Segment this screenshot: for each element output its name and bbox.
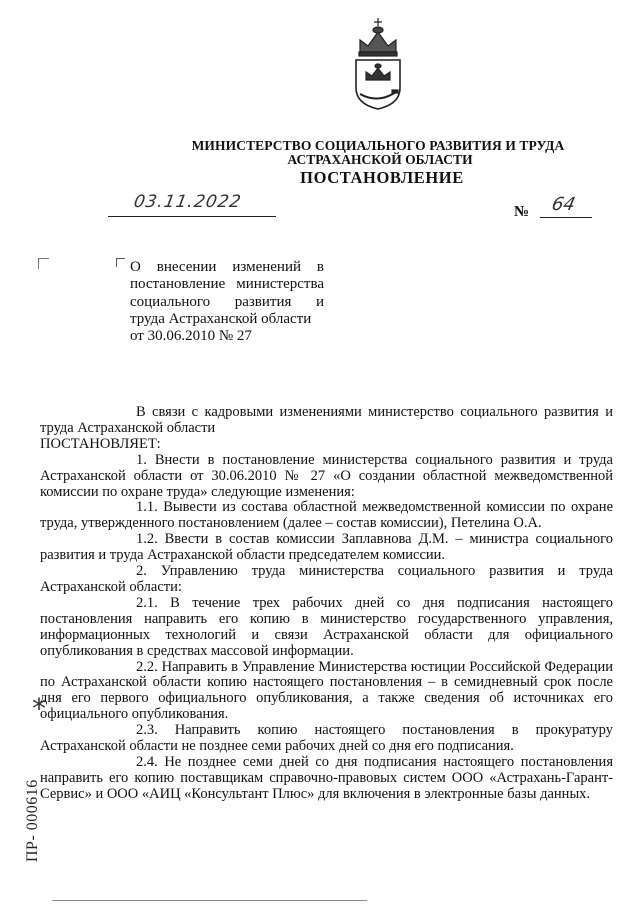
- ministry-name-line2: АСТРАХАНСКОЙ ОБЛАСТИ: [287, 152, 473, 167]
- clause-1: 1. Внести в постановление министерства социального развития и труда Астраханской области от 30.06.2010 № 27 «О создании областной межведомственной комиссии по охране труда» следующие изменения:: [40, 451, 613, 500]
- subject-line: труда Астраханской области: [130, 310, 312, 327]
- bottom-divider: [52, 900, 367, 901]
- clause-2-1: 2.1. В течение трех рабочих дней со дня подписания настоящего постановления направить его копию в министерство государственного управления, информационных технологий и связи Астраханской области для официального опубликования в средствах массовой информации.: [40, 594, 613, 659]
- registration-code: ПР- 000616: [24, 779, 41, 862]
- clause-1-2: 1.2. Ввести в состав комиссии Заплавнова Д.М. – министра социального развития и труда Астраханской области председателем комиссии.: [40, 531, 613, 564]
- clause-2-4: 2.4. Не позднее семи дней со дня подписания настоящего постановления направить его копию поставщикам справочно-правовых систем ООО «Астрахань-Гарант-Сервис» и ООО «АИЦ «Консультант Плюс» для включения в электронные базы данных.: [40, 753, 613, 802]
- subject-line: постановление министерства: [130, 276, 324, 293]
- subject-line: О внесении изменений в: [130, 259, 324, 275]
- document-body: [40, 404, 613, 803]
- preamble-paragraph: В связи с кадровыми изменениями министерство социального развития и труда Астраханской области: [40, 404, 613, 436]
- document-date: 03.11.2022: [132, 192, 244, 212]
- coat-of-arms-emblem: [346, 14, 410, 112]
- subject-bracket-mark: [116, 258, 125, 267]
- resolves-heading: ПОСТАНОВЛЯЕТ:: [40, 435, 161, 452]
- document-number: 64: [549, 194, 578, 215]
- document-subject: [130, 259, 324, 345]
- document-type-title: ПОСТАНОВЛЕНИЕ: [300, 168, 464, 187]
- corner-bracket-mark: [38, 258, 49, 269]
- clause-1-1: 1.1. Вывести из состава областной межведомственной комиссии по охране труда, утвержденного постановлением (далее – состав комиссии), Петелина О.А.: [40, 499, 613, 532]
- subject-line: социального развития и: [130, 293, 324, 310]
- ministry-name-line1: МИНИСТЕРСТВО СОЦИАЛЬНОГО РАЗВИТИЯ И ТРУДА: [191, 138, 565, 153]
- clause-2: 2. Управлению труда министерства социального развития и труда Астраханской области:: [40, 563, 613, 595]
- subject-line: от 30.06.2010 № 27: [130, 328, 252, 345]
- document-number-field: [540, 195, 592, 218]
- clause-2-3: 2.3. Направить копию настоящего постановления в прокуратуру Астраханской области не позднее семи рабочих дней со дня его подписания.: [40, 722, 613, 755]
- number-label: №: [514, 204, 530, 220]
- margin-asterisk: *: [32, 692, 46, 725]
- document-date-field: [108, 194, 276, 217]
- clause-2-2: 2.2. Направить в Управление Министерства юстиции Российской Федерации по Астраханской области копию настоящего постановления – в семидневный срок после дня его первого официального опубликования, а также сведения об источниках его официального опубликования.: [40, 658, 613, 723]
